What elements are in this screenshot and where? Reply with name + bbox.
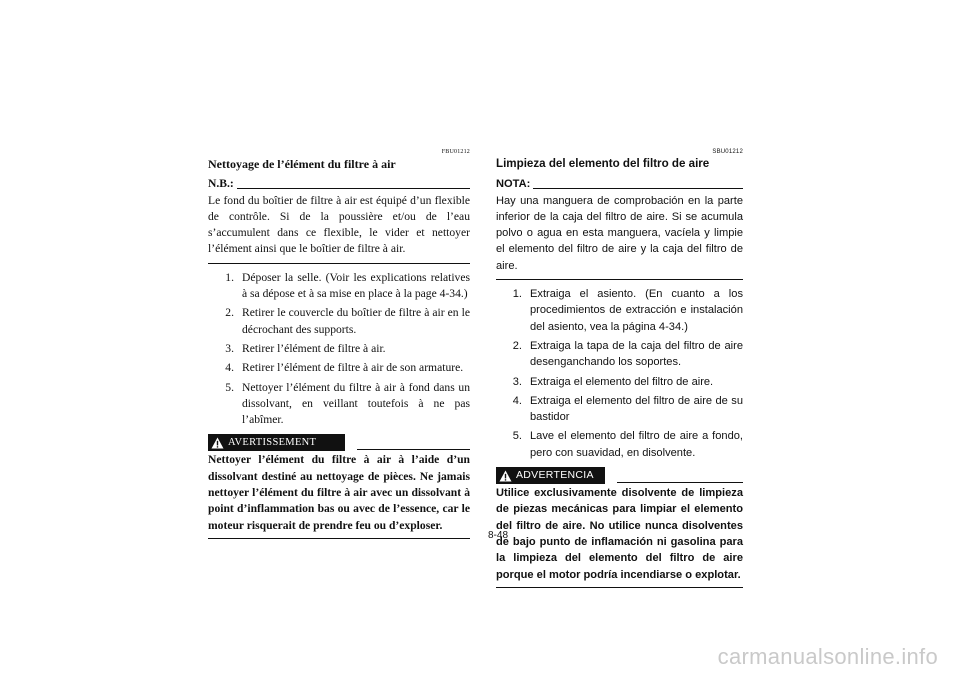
list-item: 3. Extraiga el elemento del filtro de aire.	[512, 375, 714, 388]
warning-badge	[208, 434, 345, 451]
list-item: 2. Extraiga la tapa de la caja del filtro de aire desenganchando los soportes.	[512, 339, 743, 369]
section-code: FBU01212	[441, 149, 470, 155]
watermark: carmanualsonline.info	[717, 644, 938, 669]
warning-label: AVERTISSEMENT	[228, 436, 317, 448]
list-item: 4. Retirer l’élément de filtre à air de son armature.	[225, 361, 464, 375]
list-item: 2. Retirer le couvercle du boîtier de filtre à air en le décrochant des supports.	[225, 306, 470, 336]
note-end-rule	[496, 279, 743, 280]
page-number: 8-48	[487, 530, 508, 541]
french-column	[208, 148, 470, 539]
list-item: 4. Extraiga el elemento del filtro de aire de su bastidor	[512, 394, 743, 424]
note-header	[208, 176, 470, 192]
list-item: 5. Nettoyer l’élément du filtre à air à fond dans un dissolvant, en veillant toutefois à ne pas l’abîmer.	[225, 380, 470, 427]
steps-list	[496, 286, 743, 461]
note-label: NOTA:	[496, 178, 531, 191]
note-divider	[533, 188, 743, 189]
note-header	[496, 176, 743, 192]
warning-divider	[617, 482, 743, 483]
spanish-column	[496, 148, 743, 588]
list-item: 1. Déposer la selle. (Voir les explications relatives à sa dépose et à sa mise en place à la page 4-34.)	[225, 270, 470, 301]
note-text: Hay una manguera de comprobación en la parte inferior de la caja del filtro de aire. Si se acumula polvo o agua en esta manguera, vacíela y limpie el elemento del filtro de aire y la caja del filtro de aire.	[496, 194, 743, 272]
note-end-rule	[208, 263, 470, 264]
note-divider	[237, 188, 470, 189]
note-label: N.B.:	[208, 177, 234, 191]
warning-end-rule	[208, 538, 470, 539]
list-item: 1. Extraiga el asiento. (En cuanto a los procedimientos de extracción e instalación del asiento, vea la página 4-34.)	[512, 288, 743, 333]
warning-triangle-icon	[211, 437, 224, 449]
warning-label: ADVERTENCIA	[516, 469, 594, 482]
warning-divider	[357, 449, 470, 450]
section-code: SBU01212	[712, 149, 743, 155]
list-item: 3. Retirer l’élément de filtre à air.	[225, 341, 386, 355]
list-item: 5. Lave el elemento del filtro de aire a fondo, pero con suavidad, en disolvente.	[512, 430, 743, 459]
warning-text: Utilice exclusivamente disolvente de limpieza de piezas mecánicas para limpiar el elemento del filtro de aire. No utilice nunca disolventes de bajo punto de inflamación ni gasolina para la limpieza del elemento del filtro de aire porque el motor podría incendiarse o explotar.	[496, 487, 743, 581]
warning-end-rule	[496, 587, 743, 588]
warning-triangle-icon	[499, 470, 512, 482]
section-heading: Limpieza del elemento del filtro de aire	[496, 157, 710, 170]
warning-header	[208, 434, 470, 451]
warning-header	[496, 467, 743, 484]
warning-badge	[496, 467, 605, 484]
note-text: Le fond du boîtier de filtre à air est équipé d’un flexible de contrôle. Si de la poussière et/ou de l’eau s’accumulent dans ce flexible, le vider et nettoyer l’élément ainsi que le boîtier de filtre à air.	[208, 193, 470, 256]
steps-list	[208, 270, 470, 429]
section-heading: Nettoyage de l’élément du filtre à air	[208, 157, 396, 171]
warning-text: Nettoyer l’élément du filtre à air à l’aide d’un dissolvant destiné au nettoyage de pièces. Ne jamais nettoyer l’élément du filtre à air avec un dissolvant à point d’inflammation bas ou avec de l’essence, car le moteur risquerait de prendre feu ou d’exploser.	[208, 453, 470, 532]
